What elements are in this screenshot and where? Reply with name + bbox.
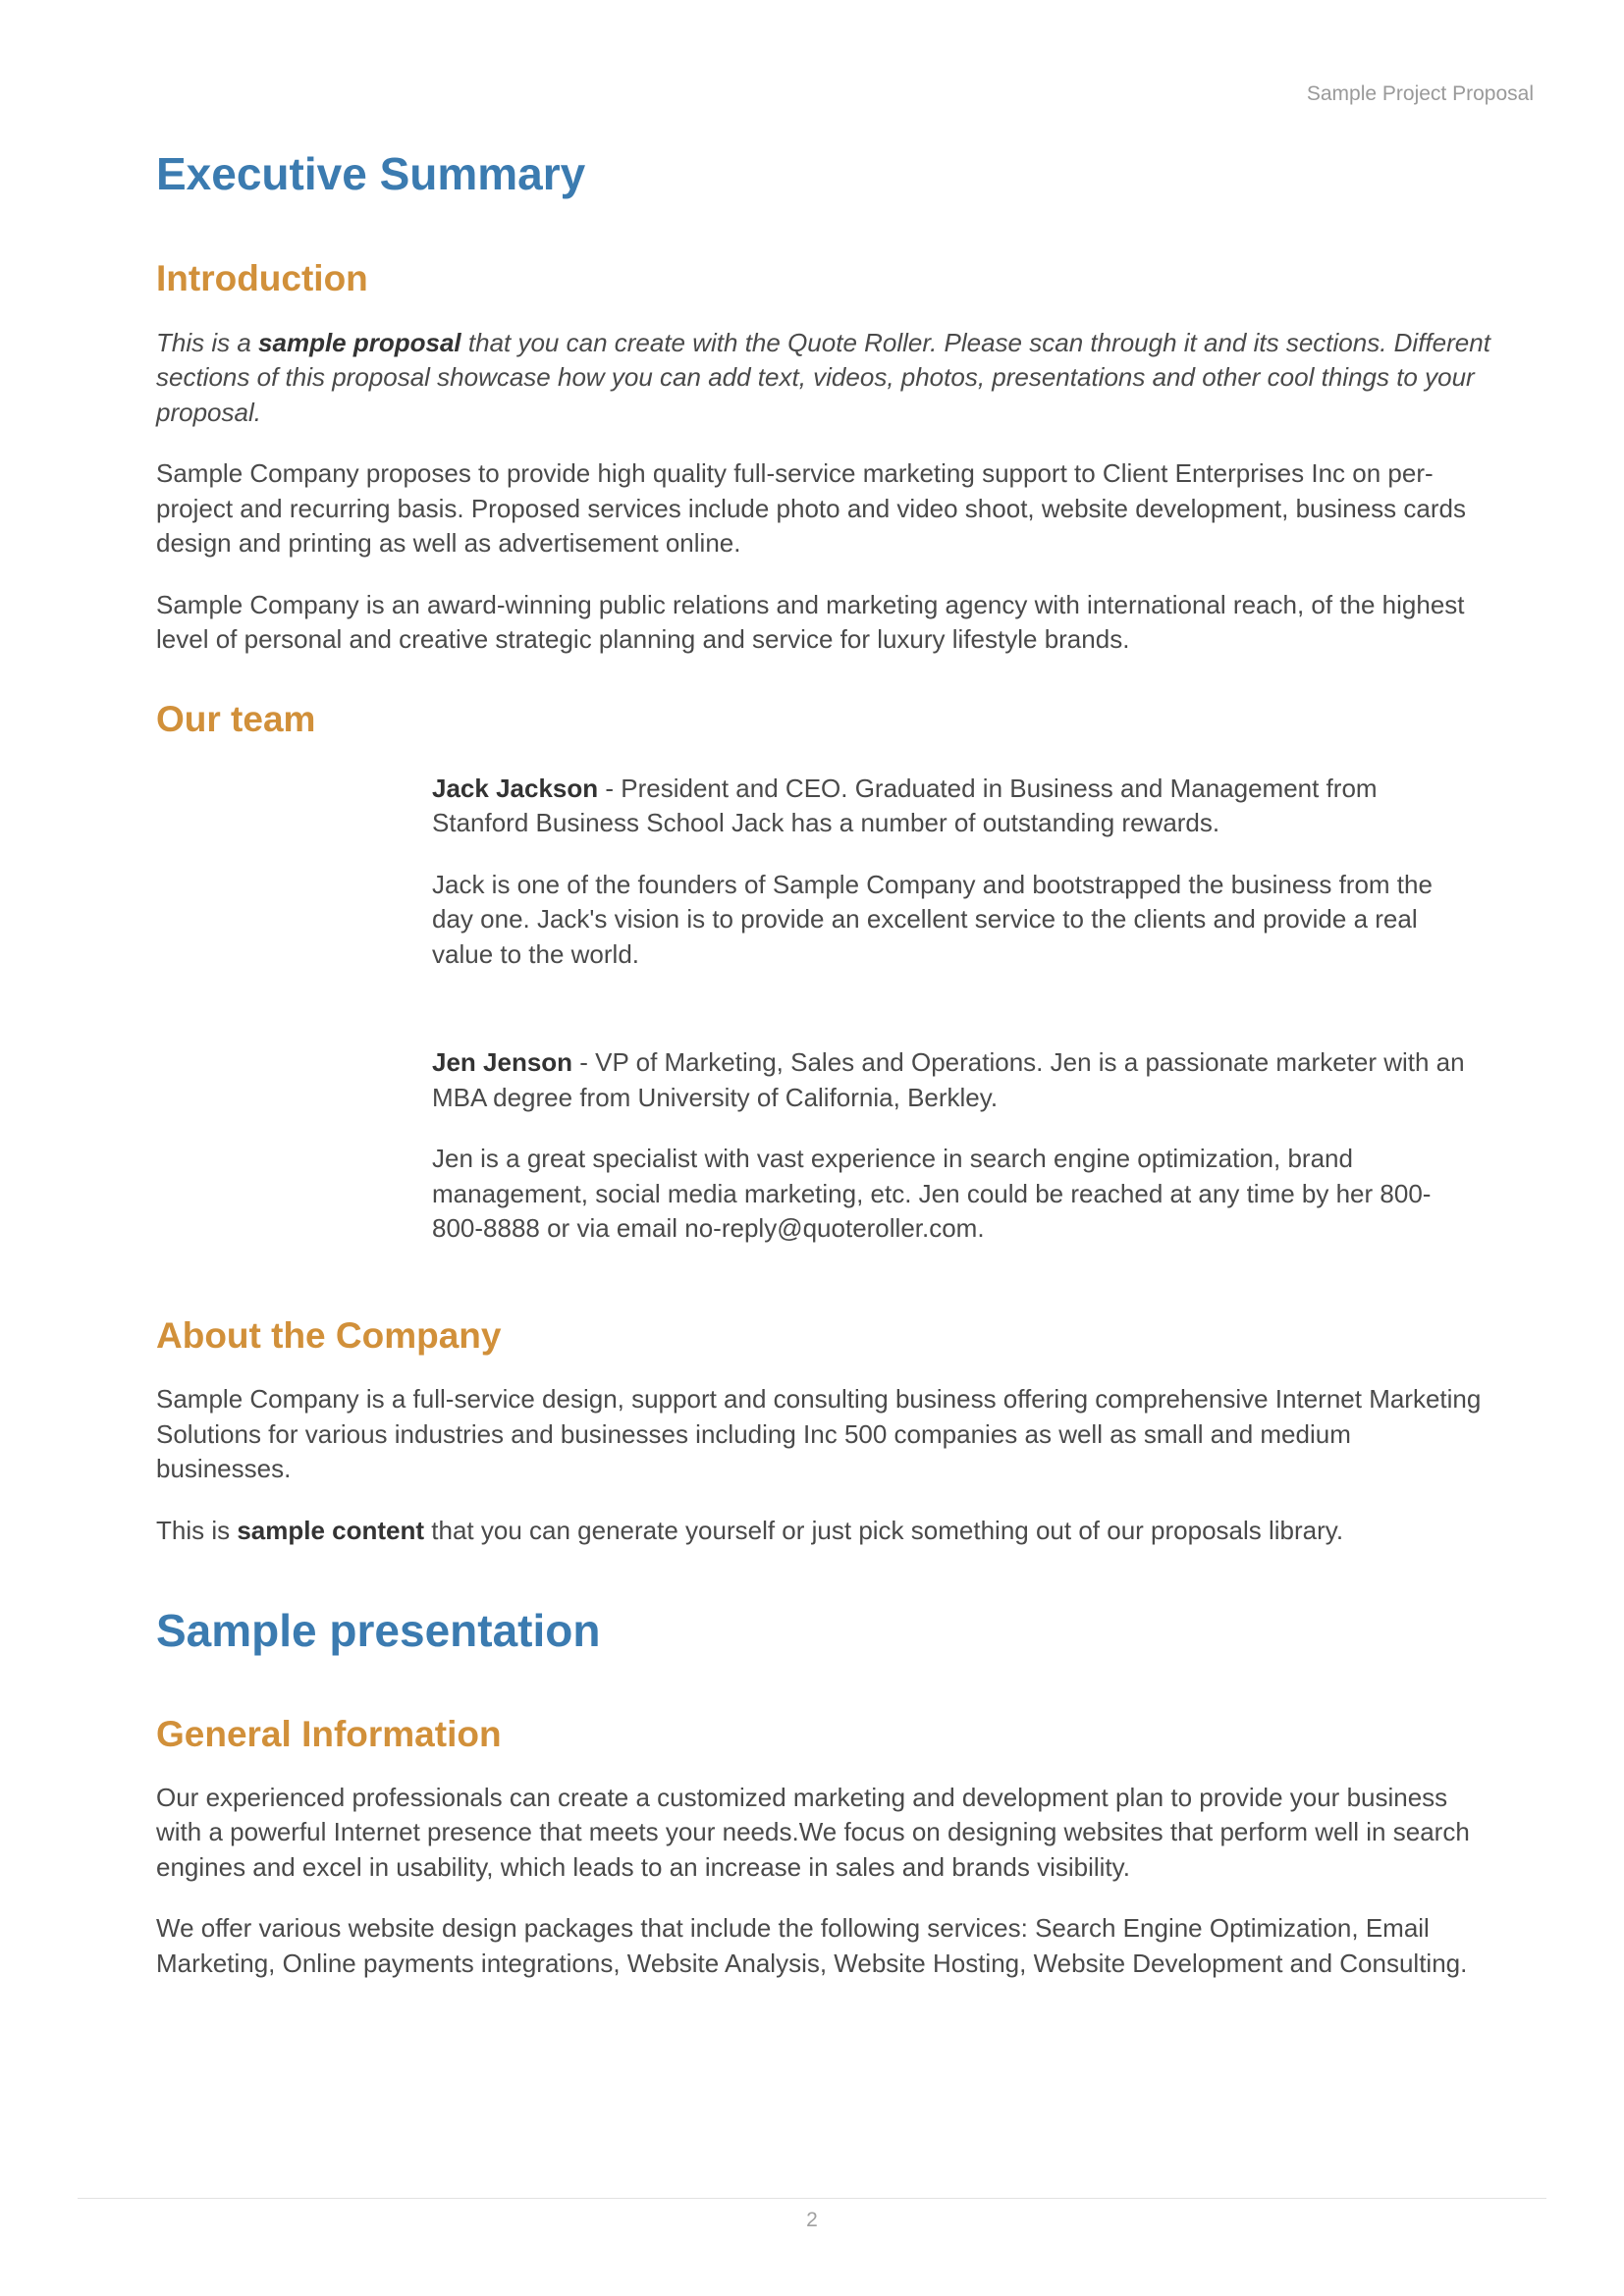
about-text-suffix: that you can generate yourself or just pick something out of our proposals library. [424,1515,1344,1545]
team-member-role: - President and CEO. Graduated in Business and Management from Stanford Business School Jack has a number of outstanding rewards. [432,773,1378,838]
footer-divider [78,2198,1546,2199]
about-company-paragraph-1: Sample Company is a full-service design, support and consulting business offering comprehensive Internet Marketing Solutions for various industries and businesses including Inc 500 companies as well as small and medium businesses. [156,1384,1482,1484]
about-text-prefix: This is [156,1515,238,1545]
section-title-sample-presentation: Sample presentation [156,1605,601,1657]
heading-our-team: Our team [156,698,316,739]
intro-body-paragraph-2: Sample Company is an award-winning public relations and marketing agency with international reach, of the highest level of personal and creative strategic planning and service for luxury lifestyle brands. [156,589,1465,655]
heading-general-information: General Information [156,1713,502,1754]
intro-body-paragraph-1: Sample Company proposes to provide high quality full-service marketing support to Client Enterprises Inc on per-project and recurring basis. Proposed services include photo and video shoot, website development, business cards design and printing as well as advertisement online. [156,458,1466,559]
about-company-paragraph-2 [156,1514,1491,1549]
intro-text-prefix: This is a [156,327,259,357]
general-info-paragraph-1: Our experienced professionals can create a customized marketing and development plan to provide your business with a powerful Internet presence that meets your needs.We focus on designing websites that perform well in search engines and excel in usability, which leads to an increase in sales and brands visibility. [156,1782,1470,1882]
general-info-paragraph-2: We offer various website design packages that include the following services: Search Engine Optimization, Email Marketing, Online payments integrations, Website Analysis, Website Hosting, Website Development and Consulting. [156,1913,1468,1978]
running-header: Sample Project Proposal [1306,82,1534,105]
heading-introduction: Introduction [156,258,368,299]
team-member-intro [432,1045,1473,1115]
team-member-role: - VP of Marketing, Sales and Operations. Jen is a passionate marketer with an MBA degree from University of California, Berkley. [432,1047,1465,1112]
intro-text-suffix: that you can create with the Quote Roller. Please scan through it and its sections. Different sections of this proposal showcase how you can add text, videos, photos, presentations and other cool things to your proposal. [156,327,1490,427]
page-number: 2 [806,2209,818,2231]
team-member-jen-jenson [432,1045,1473,1247]
document-body [156,147,1491,1981]
intro-paragraph [156,326,1491,431]
heading-about-company: About the Company [156,1314,502,1356]
intro-text-bold: sample proposal [258,327,461,357]
team-member-jack-jackson [432,772,1473,973]
team-member-bio: Jack is one of the founders of Sample Company and bootstrapped the business from the day one. Jack's vision is to provide an excellent service to the clients and provide a real value to the world. [432,869,1433,969]
team-member-intro [432,772,1473,841]
section-title-executive-summary: Executive Summary [156,148,586,199]
team-member-name: Jack Jackson [432,773,599,803]
about-text-bold: sample content [237,1515,425,1545]
team-member-bio: Jen is a great specialist with vast experience in search engine optimization, brand management, social media marketing, etc. Jen could be reached at any time by her 800-800-8888 or via email no-reply@quoteroller.com. [432,1144,1432,1244]
team-member-name: Jen Jenson [432,1047,573,1078]
